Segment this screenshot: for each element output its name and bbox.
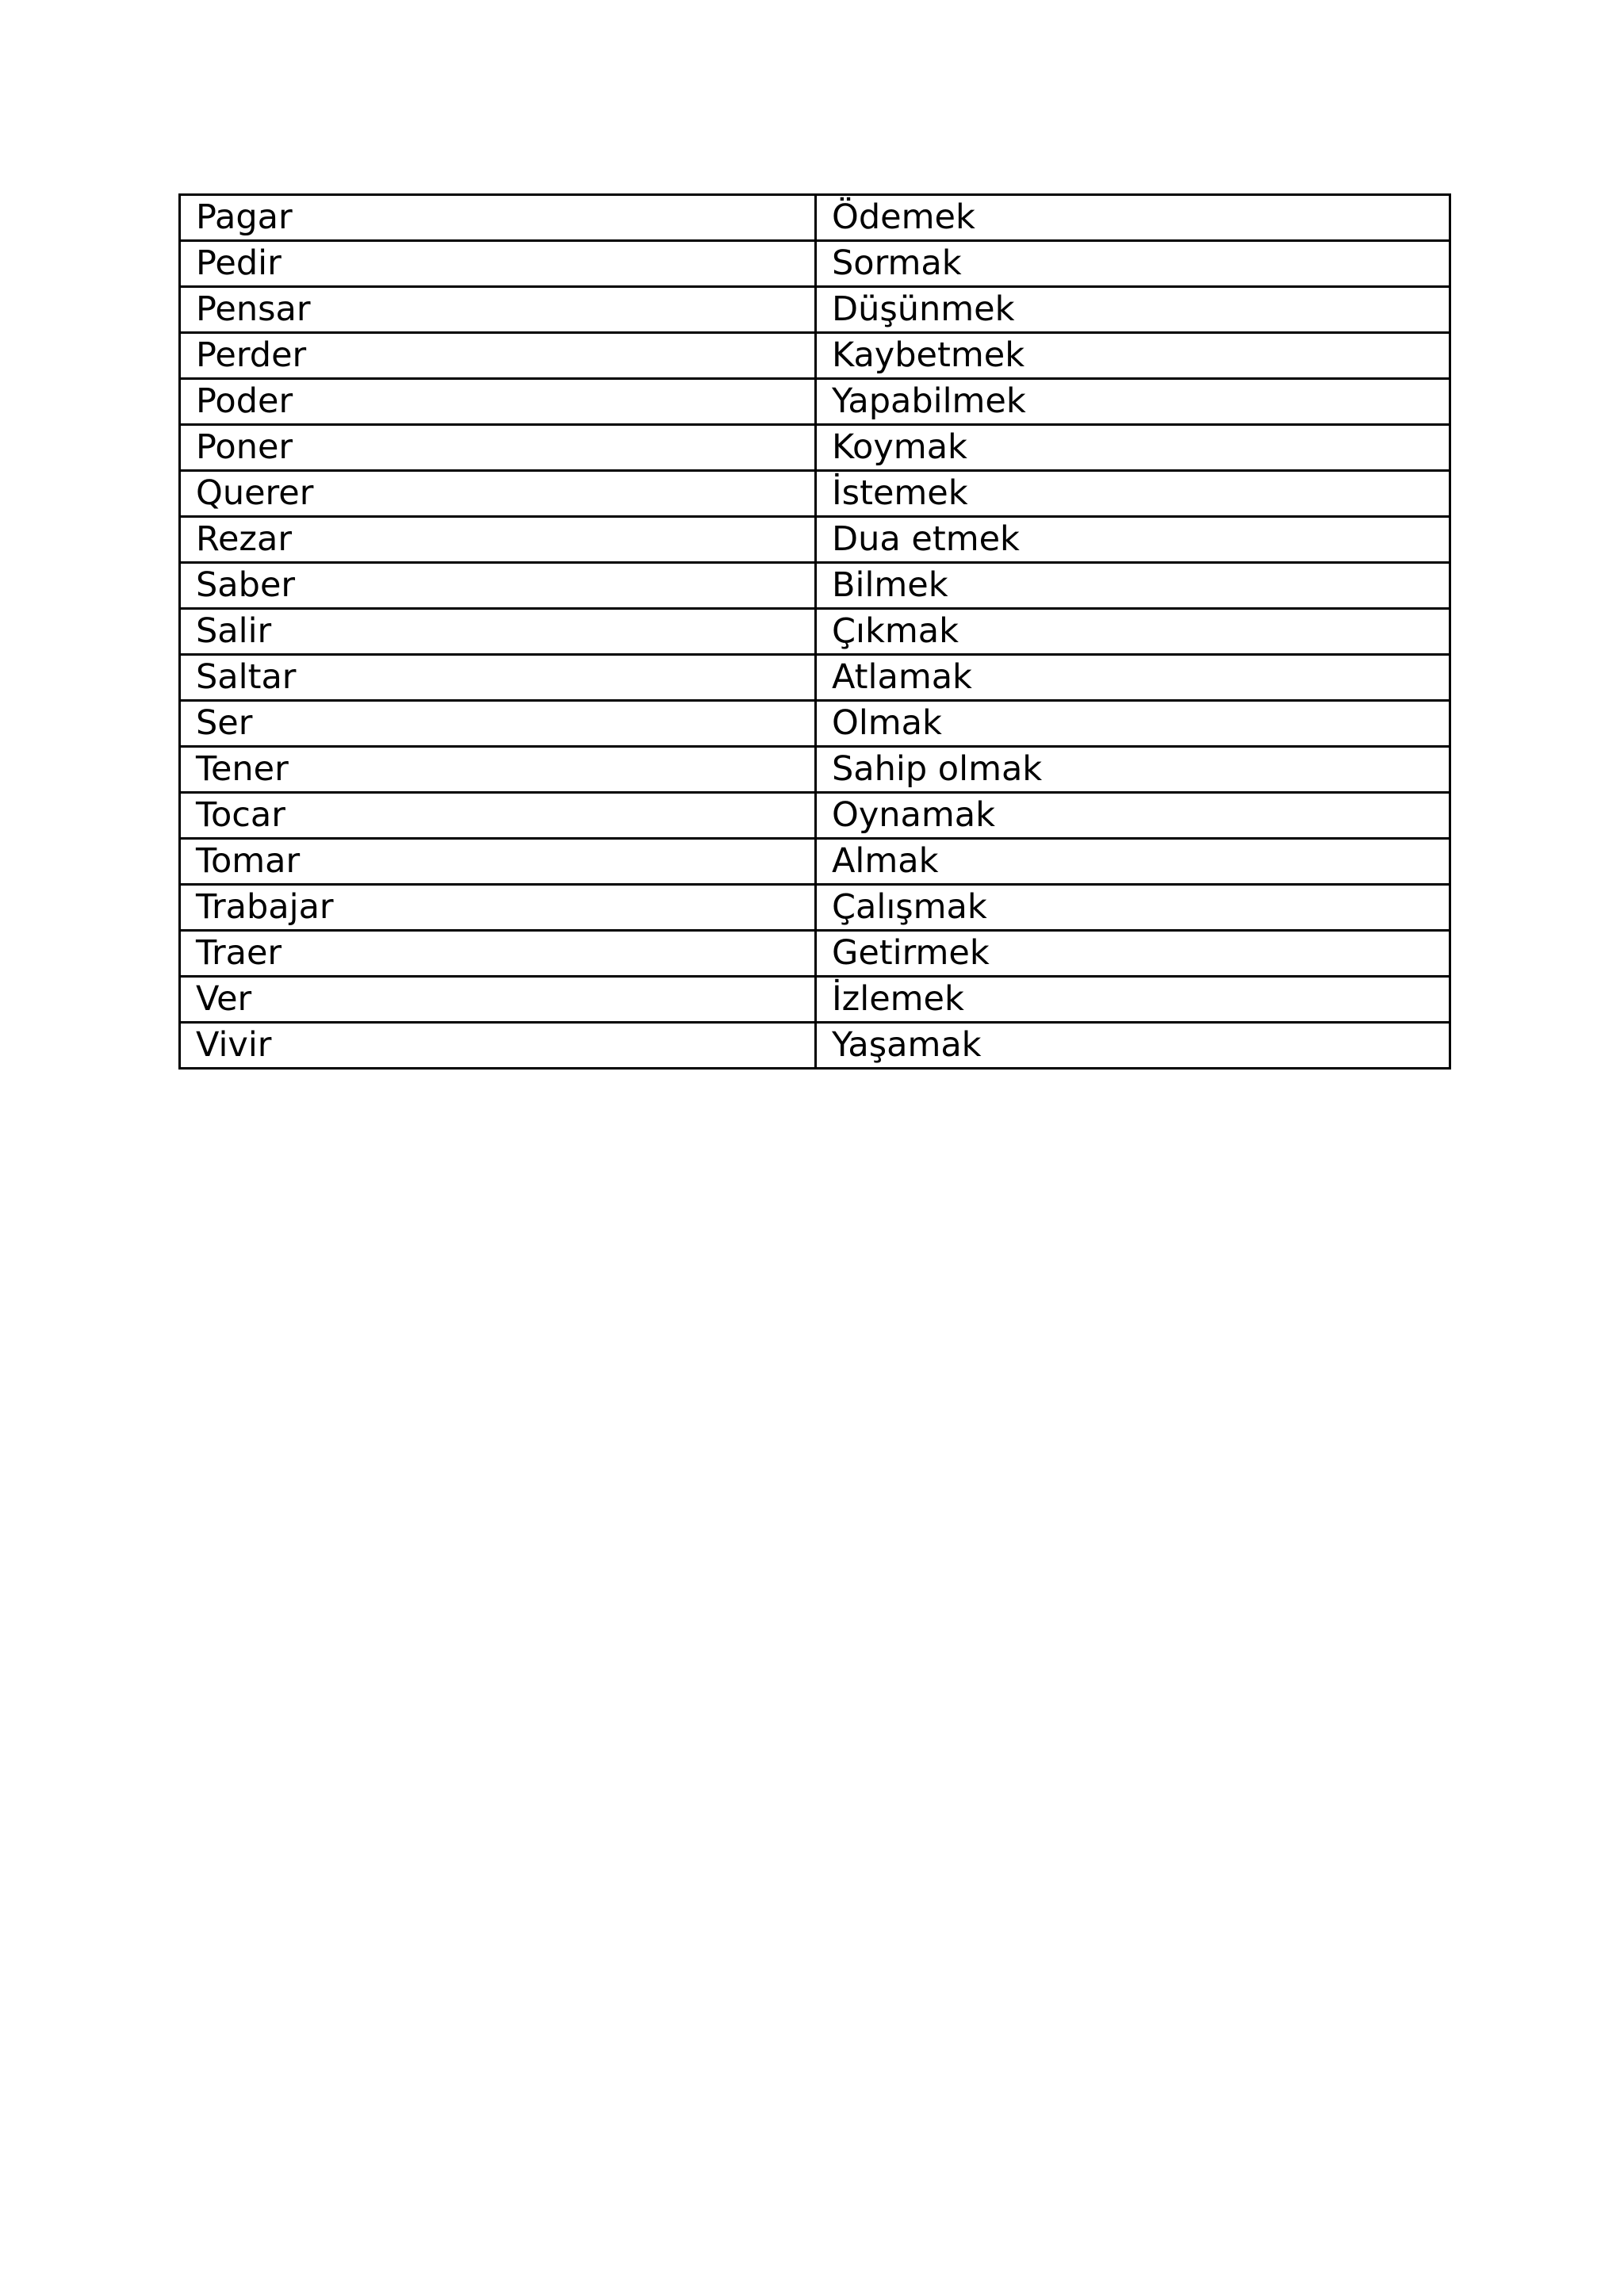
turkish-translation-cell: Ödemek <box>816 195 1450 241</box>
table-row <box>180 1023 1450 1069</box>
spanish-verb-cell: Poder <box>180 379 816 425</box>
table-row <box>180 977 1450 1023</box>
table-row <box>180 839 1450 885</box>
turkish-translation-cell: Çalışmak <box>816 885 1450 931</box>
spanish-verb-cell: Querer <box>180 471 816 517</box>
turkish-translation-cell: Atlamak <box>816 655 1450 701</box>
spanish-verb-cell: Perder <box>180 333 816 379</box>
table-row <box>180 425 1450 471</box>
table-row <box>180 333 1450 379</box>
turkish-translation-cell: Getirmek <box>816 931 1450 977</box>
table-row <box>180 471 1450 517</box>
turkish-translation-cell: İzlemek <box>816 977 1450 1023</box>
turkish-translation-cell: Olmak <box>816 701 1450 747</box>
turkish-translation-cell: Çıkmak <box>816 609 1450 655</box>
table-row <box>180 517 1450 563</box>
spanish-verb-cell: Poner <box>180 425 816 471</box>
table-row <box>180 287 1450 333</box>
spanish-verb-cell: Pensar <box>180 287 816 333</box>
turkish-translation-cell: Koymak <box>816 425 1450 471</box>
spanish-verb-cell: Trabajar <box>180 885 816 931</box>
table-row <box>180 885 1450 931</box>
table-row <box>180 609 1450 655</box>
vocabulary-table <box>178 193 1451 1070</box>
spanish-verb-cell: Pagar <box>180 195 816 241</box>
table-row <box>180 655 1450 701</box>
spanish-verb-cell: Traer <box>180 931 816 977</box>
turkish-translation-cell: Düşünmek <box>816 287 1450 333</box>
spanish-verb-cell: Pedir <box>180 241 816 287</box>
turkish-translation-cell: Bilmek <box>816 563 1450 609</box>
spanish-verb-cell: Tener <box>180 747 816 793</box>
turkish-translation-cell: Oynamak <box>816 793 1450 839</box>
spanish-verb-cell: Saber <box>180 563 816 609</box>
table-row <box>180 701 1450 747</box>
turkish-translation-cell: Yaşamak <box>816 1023 1450 1069</box>
spanish-verb-cell: Ser <box>180 701 816 747</box>
spanish-verb-cell: Saltar <box>180 655 816 701</box>
table-row <box>180 195 1450 241</box>
turkish-translation-cell: Almak <box>816 839 1450 885</box>
spanish-verb-cell: Ver <box>180 977 816 1023</box>
turkish-translation-cell: Yapabilmek <box>816 379 1450 425</box>
table-row <box>180 747 1450 793</box>
table-row <box>180 379 1450 425</box>
spanish-verb-cell: Salir <box>180 609 816 655</box>
turkish-translation-cell: Kaybetmek <box>816 333 1450 379</box>
turkish-translation-cell: Sormak <box>816 241 1450 287</box>
turkish-translation-cell: Dua etmek <box>816 517 1450 563</box>
spanish-verb-cell: Tocar <box>180 793 816 839</box>
turkish-translation-cell: Sahip olmak <box>816 747 1450 793</box>
spanish-verb-cell: Tomar <box>180 839 816 885</box>
table-row <box>180 793 1450 839</box>
table-row <box>180 241 1450 287</box>
table-row <box>180 931 1450 977</box>
table-row <box>180 563 1450 609</box>
spanish-verb-cell: Rezar <box>180 517 816 563</box>
spanish-verb-cell: Vivir <box>180 1023 816 1069</box>
turkish-translation-cell: İstemek <box>816 471 1450 517</box>
